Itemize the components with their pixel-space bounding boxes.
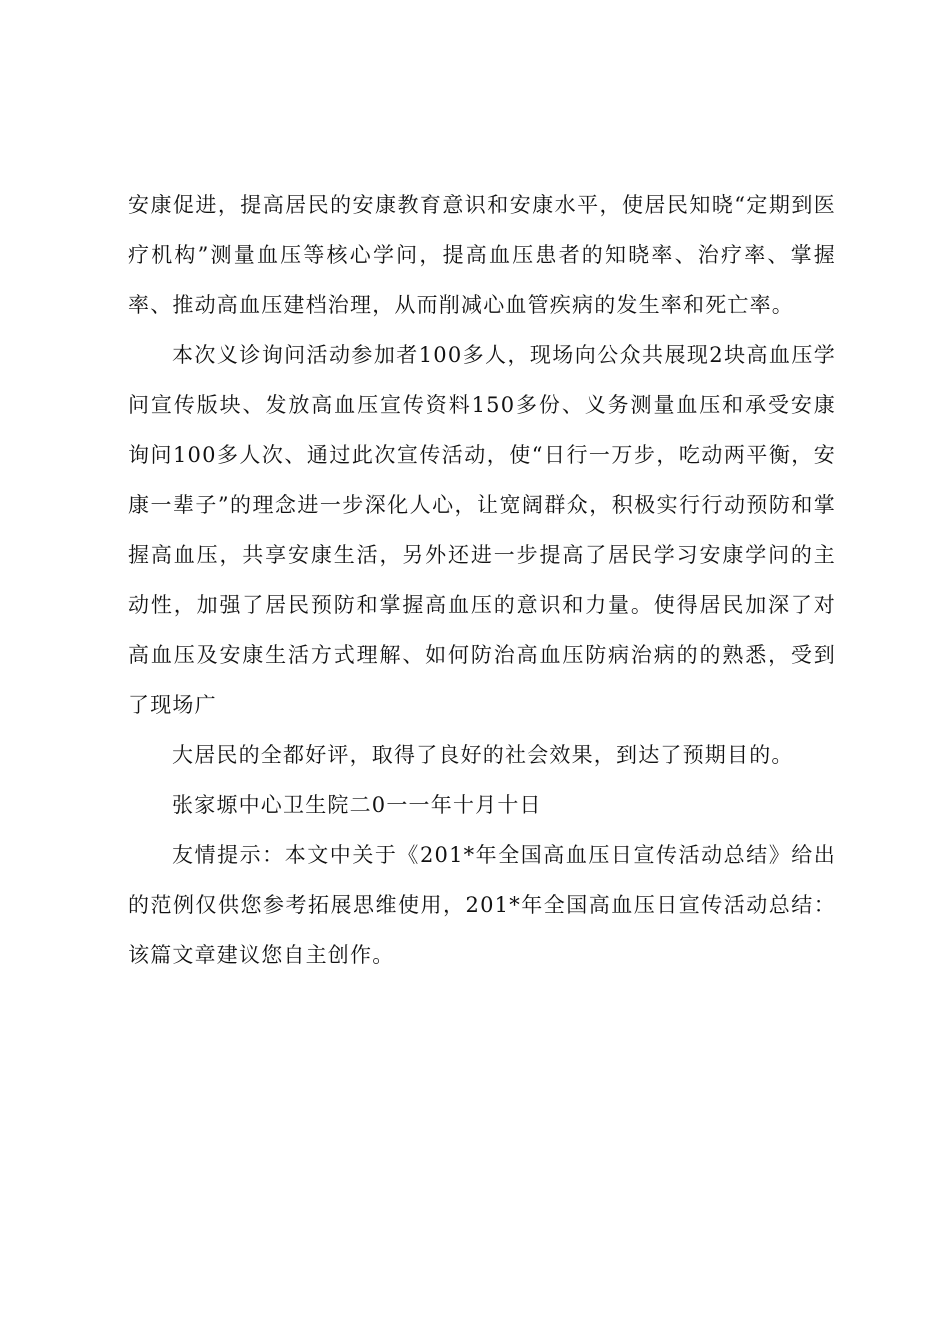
paragraph-text: 友情提示：本文中关于《201*年全国高血压日宣传活动总结》给出的范例仅供您参考拓展思维使用，201*年全国高血压日宣传活动总结：该篇文章建议您自主创作。 bbox=[128, 843, 836, 967]
friendly-reminder bbox=[128, 830, 836, 980]
signature-line bbox=[128, 780, 836, 830]
paragraph-text: 张家塬中心卫生院二0一一年十月十日 bbox=[172, 793, 542, 817]
paragraph-text: 安康促进，提高居民的安康教育意识和安康水平，使居民知晓“定期到医疗机构”测量血压等核心学问，提高血压患者的知晓率、治疗率、掌握率、推动高血压建档治理，从而削减心血管疾病的发生率和死亡率。 bbox=[128, 193, 836, 317]
paragraph-text: 大居民的全都好评，取得了良好的社会效果，到达了预期目的。 bbox=[172, 743, 794, 767]
paragraph-activity-summary bbox=[128, 330, 836, 730]
paragraph-text: 本次义诊询问活动参加者100多人，现场向公众共展现2块高血压学问宣传版块、发放高血压宣传资料150多份、义务测量血压和承受安康询问100多人次、通过此次宣传活动，使“日行一万步，吃动两平衡，安康一辈子”的理念进一步深化人心，让宽阔群众，积极实行行动预防和掌握高血压，共享安康生活，另外还进一步提高了居民学习安康学问的主动性，加强了居民预防和掌握高血压的意识和力量。使得居民加深了对高血压及安康生活方式理解、如何防治高血压防病治病的的熟悉，受到了现场广 bbox=[128, 343, 836, 717]
paragraph-result bbox=[128, 730, 836, 780]
paragraph-health-promotion bbox=[128, 180, 836, 330]
